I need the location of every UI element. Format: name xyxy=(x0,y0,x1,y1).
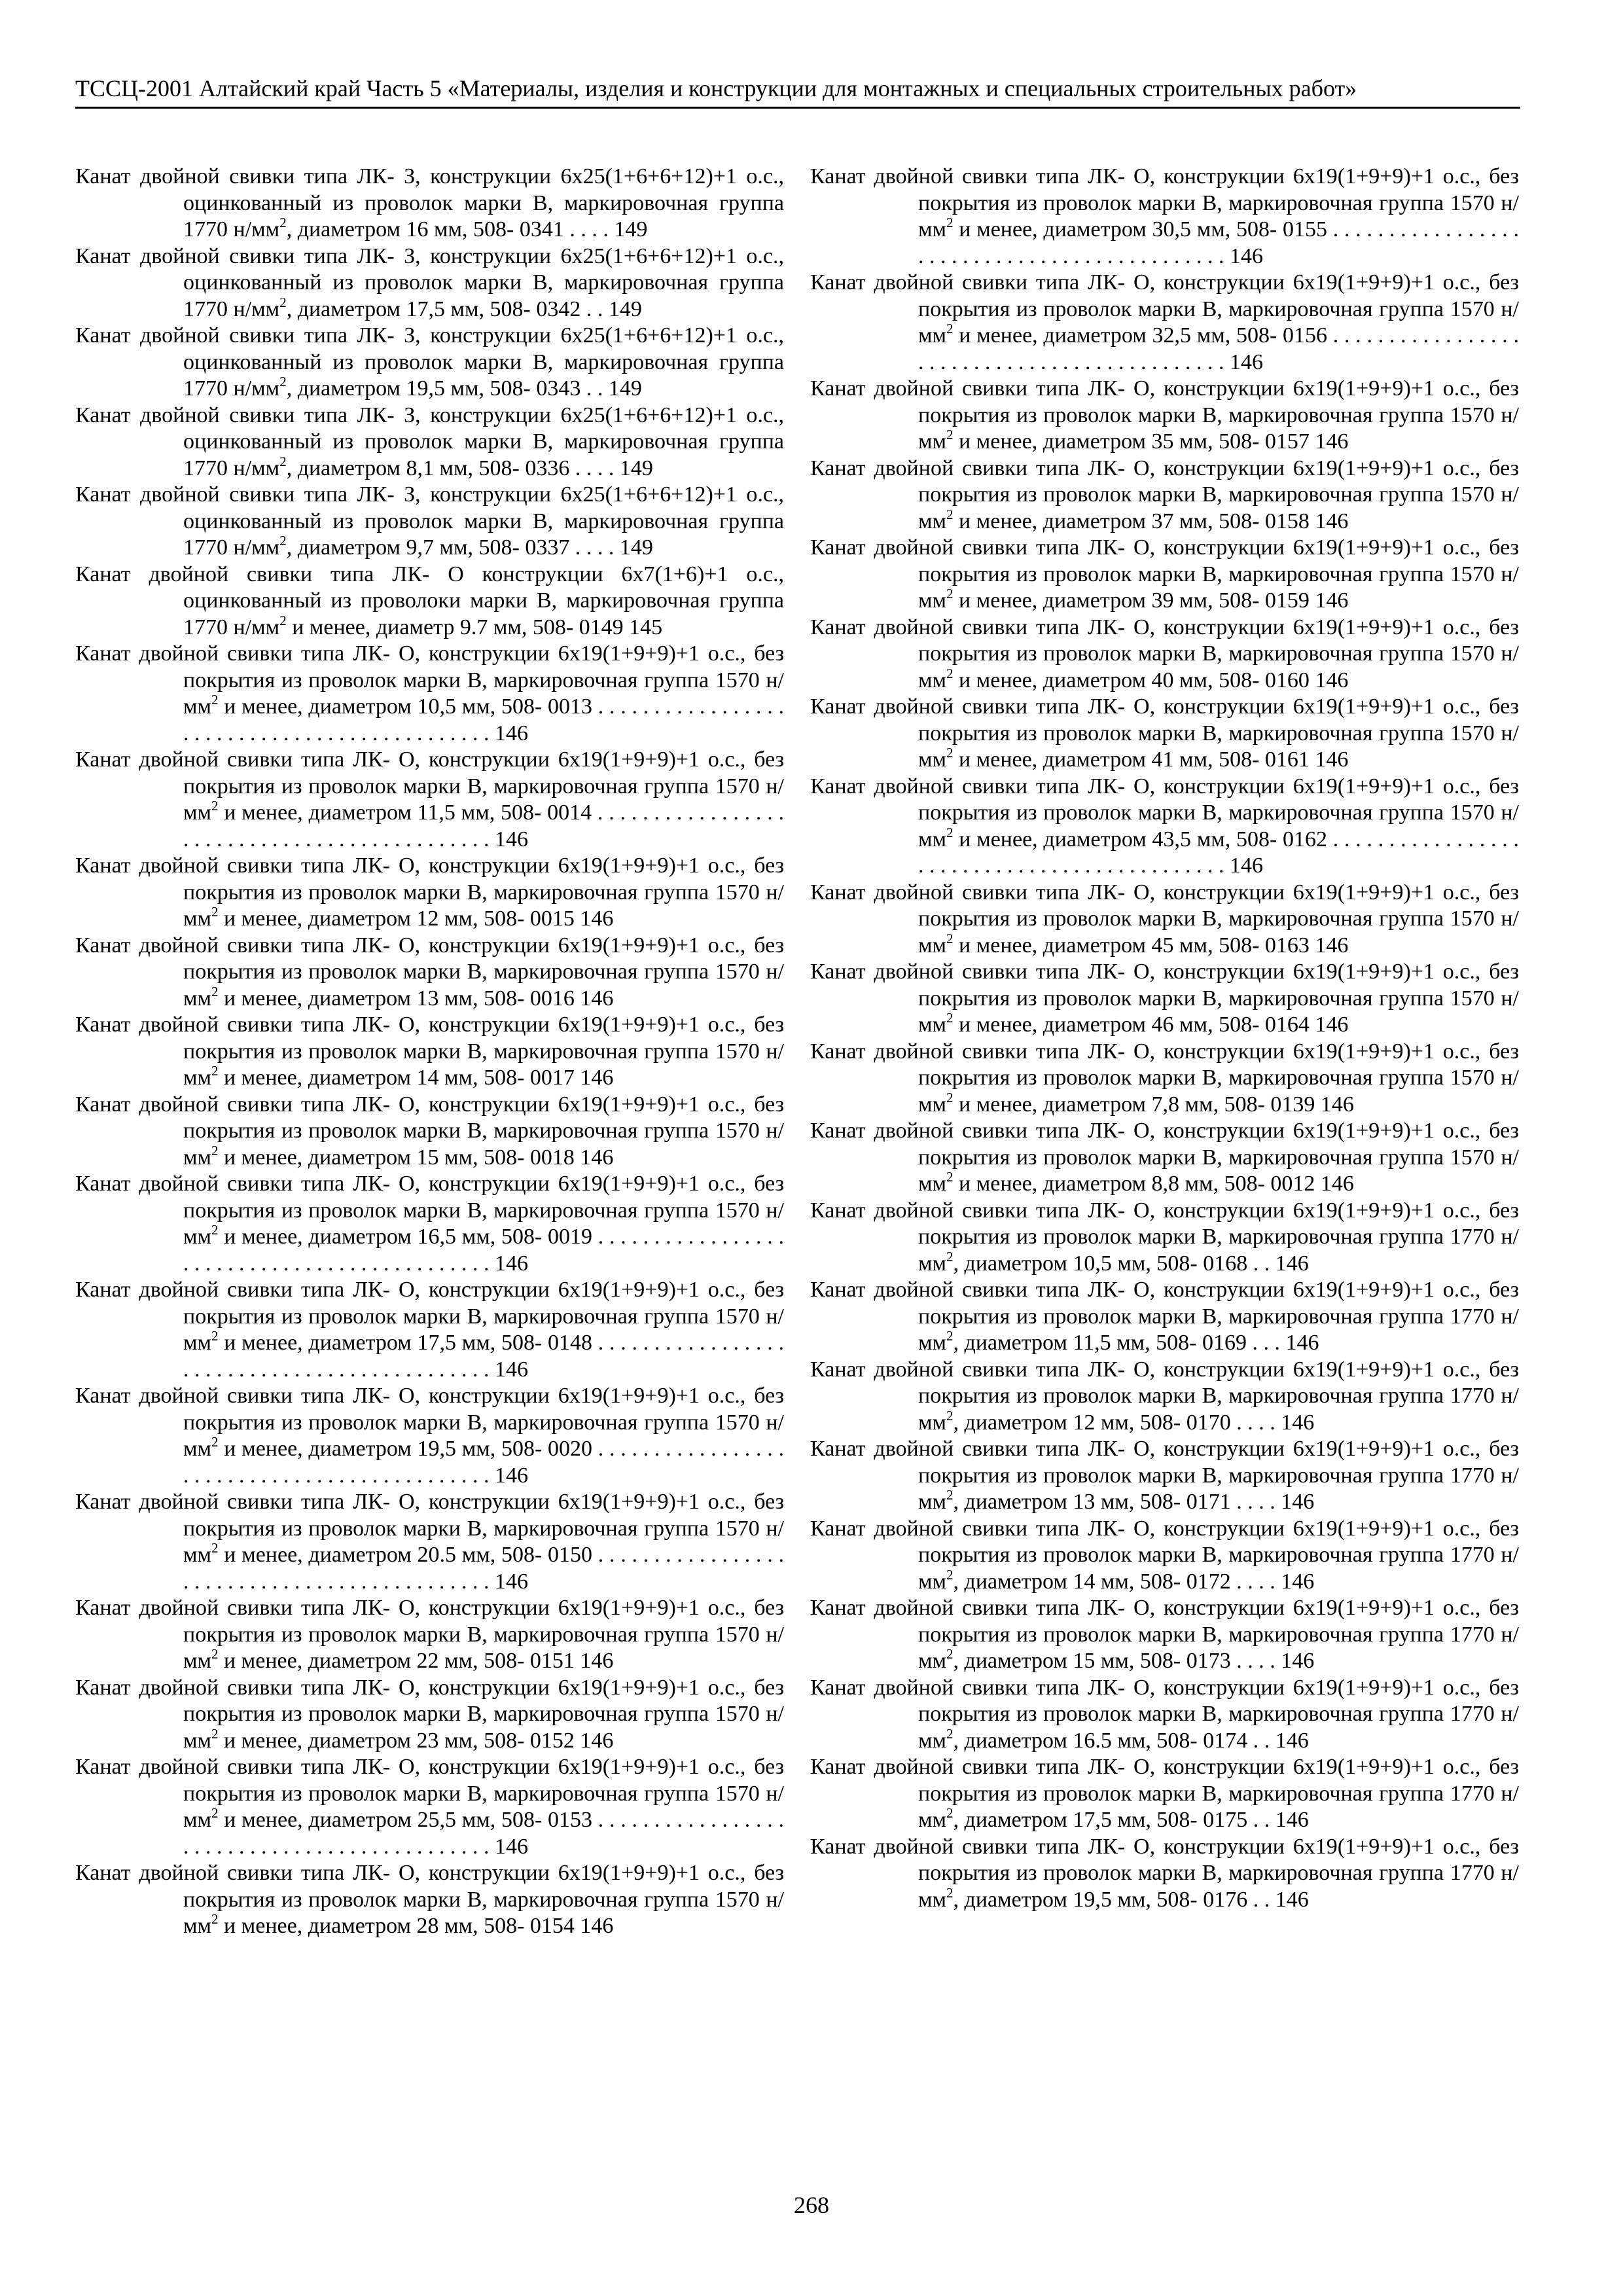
entry-text: Канат двойной свивки типа ЛК- О, конструкции 6x19(1+9+9)+1 о.с., без покрытия из проволок марки В, маркировочная группа 1570 н/мм xyxy=(810,615,1519,692)
index-entry xyxy=(810,1754,1519,1834)
entry-superscript: 2 xyxy=(211,904,219,920)
entry-text: Канат двойной свивки типа ЛК- З, конструкции 6x25(1+6+6+12)+1 о.с., оцинкованный из проволок марки В, маркировочная группа 1770 н/мм xyxy=(75,403,784,480)
entry-text: Канат двойной свивки типа ЛК- О, конструкции 6x19(1+9+9)+1 о.с., без покрытия из проволок марки В, маркировочная группа 1570 н/мм xyxy=(810,535,1519,613)
index-entry xyxy=(810,1039,1519,1119)
entry-superscript: 2 xyxy=(946,586,954,601)
entry-text: Канат двойной свивки типа ЛК- О, конструкции 6x19(1+9+9)+1 о.с., без покрытия из проволок марки В, маркировочная группа 1570 н/мм xyxy=(75,1013,784,1090)
entry-text: Канат двойной свивки типа ЛК- О, конструкции 6x19(1+9+9)+1 о.с., без покрытия из проволок марки В, маркировочная группа 1770 н/мм xyxy=(810,1278,1519,1355)
entry-superscript: 2 xyxy=(946,1566,954,1583)
entry-superscript: 2 xyxy=(946,1805,954,1821)
entry-text: Канат двойной свивки типа ЛК- О, конструкции 6x19(1+9+9)+1 о.с., без покрытия из проволок марки В, маркировочная группа 1570 н/мм xyxy=(810,960,1519,1037)
index-entry xyxy=(75,164,784,243)
entry-superscript: 2 xyxy=(946,1089,954,1105)
entry-text: Канат двойной свивки типа ЛК- З, конструкции 6x25(1+6+6+12)+1 о.с., оцинкованный из проволок марки В, маркировочная группа 1770 н/мм xyxy=(75,323,784,401)
entry-text-rest: и менее, диаметр 9.7 мм, 508- 0149 145 xyxy=(286,615,663,639)
entry-text: Канат двойной свивки типа ЛК- О, конструкции 6x19(1+9+9)+1 о.с., без покрытия из проволок марки В, маркировочная группа 1570 н/мм xyxy=(75,1490,784,1567)
entry-text: Канат двойной свивки типа ЛК- О, конструкции 6x19(1+9+9)+1 о.с., без покрытия из проволок марки В, маркировочная группа 1570 н/мм xyxy=(75,1278,784,1355)
index-entry xyxy=(810,880,1519,960)
entry-superscript: 2 xyxy=(946,1169,954,1185)
entry-text-rest: и менее, диаметром 35 мм, 508- 0157 146 xyxy=(953,429,1349,454)
entry-text-rest: и менее, диаметром 46 мм, 508- 0164 146 xyxy=(953,1013,1349,1037)
entry-text-rest: и менее, диаметром 41 мм, 508- 0161 146 xyxy=(953,747,1349,772)
index-entry xyxy=(810,456,1519,535)
entry-text-rest: и менее, диаметром 32,5 мм, 508- 0156 . . . . . . . . . . . . . . . . . . . . . . . . . . . . . . . . . . . . . . . . . . . . . 146 xyxy=(918,323,1519,374)
entry-text-rest: и менее, диаметром 15 мм, 508- 0018 146 xyxy=(218,1145,614,1170)
index-entry xyxy=(75,1595,784,1675)
entry-text-rest: , диаметром 12 мм, 508- 0170 . . . . 146 xyxy=(953,1410,1315,1435)
index-entry xyxy=(810,959,1519,1039)
index-entry xyxy=(810,535,1519,615)
entry-text-rest: и менее, диаметром 22 мм, 508- 0151 146 xyxy=(218,1649,614,1673)
entry-text: Канат двойной свивки типа ЛК- О, конструкции 6x19(1+9+9)+1 о.с., без покрытия из проволок марки В, маркировочная группа 1770 н/мм xyxy=(810,1437,1519,1514)
entry-superscript: 2 xyxy=(211,692,219,708)
index-entry xyxy=(75,641,784,747)
entry-text-rest: , диаметром 9,7 мм, 508- 0337 . . . . 149 xyxy=(286,535,653,560)
index-entry xyxy=(75,1012,784,1092)
entry-text: Канат двойной свивки типа ЛК- О, конструкции 6x19(1+9+9)+1 о.с., без покрытия из проволок марки В, маркировочная группа 1570 н/мм xyxy=(75,747,784,825)
entry-superscript: 2 xyxy=(211,798,219,814)
entry-text-rest: и менее, диаметром 13 мм, 508- 0016 146 xyxy=(218,986,614,1011)
entry-text-rest: и менее, диаметром 28 мм, 508- 0154 146 xyxy=(218,1914,614,1938)
entry-superscript: 2 xyxy=(279,215,287,230)
entry-superscript: 2 xyxy=(279,294,287,310)
index-entry xyxy=(810,774,1519,880)
index-entry xyxy=(75,243,784,323)
entry-superscript: 2 xyxy=(946,1328,954,1344)
entry-superscript: 2 xyxy=(946,1884,954,1901)
entry-text-rest: и менее, диаметром 37 мм, 508- 0158 146 xyxy=(953,509,1349,533)
entry-superscript: 2 xyxy=(946,321,954,336)
entry-text-rest: , диаметром 19,5 мм, 508- 0176 . . 146 xyxy=(953,1887,1309,1912)
entry-text-rest: и менее, диаметром 16,5 мм, 508- 0019 . . . . . . . . . . . . . . . . . . . . . . . . . . . . . . . . . . . . . . . . . . . . . 146 xyxy=(183,1225,784,1276)
index-entry xyxy=(75,747,784,853)
entry-text: Канат двойной свивки типа ЛК- О, конструкции 6x19(1+9+9)+1 о.с., без покрытия из проволок марки В, маркировочная группа 1570 н/мм xyxy=(810,1119,1519,1196)
entry-text-rest: и менее, диаметром 17,5 мм, 508- 0148 . . . . . . . . . . . . . . . . . . . . . . . . . . . . . . . . . . . . . . . . . . . . . 146 xyxy=(183,1331,784,1382)
index-entry xyxy=(810,1834,1519,1914)
entry-text-rest: и менее, диаметром 45 мм, 508- 0163 146 xyxy=(953,933,1349,958)
entry-text: Канат двойной свивки типа ЛК- О, конструкции 6x19(1+9+9)+1 о.с., без покрытия из проволок марки В, маркировочная группа 1570 н/мм xyxy=(810,774,1519,852)
entry-text-rest: , диаметром 17,5 мм, 508- 0342 . . 149 xyxy=(286,296,642,321)
entry-text: Канат двойной свивки типа ЛК- О, конструкции 6x19(1+9+9)+1 о.с., без покрытия из проволок марки В, маркировочная группа 1570 н/мм xyxy=(75,1861,784,1938)
entry-superscript: 2 xyxy=(946,215,954,230)
index-entry xyxy=(810,1675,1519,1755)
entry-superscript: 2 xyxy=(946,930,954,946)
header-rule xyxy=(75,107,1520,109)
index-entry xyxy=(810,270,1519,376)
entry-superscript: 2 xyxy=(946,1725,954,1742)
entry-text-rest: и менее, диаметром 8,8 мм, 508- 0012 146 xyxy=(953,1172,1354,1196)
entry-superscript: 2 xyxy=(279,453,287,469)
entry-superscript: 2 xyxy=(211,1063,219,1079)
index-entry xyxy=(810,164,1519,270)
entry-superscript: 2 xyxy=(279,533,287,548)
entry-text: Канат двойной свивки типа ЛК- З, конструкции 6x25(1+6+6+12)+1 о.с., оцинкованный из проволок марки В, маркировочная группа 1770 н/мм xyxy=(75,482,784,560)
entry-text: Канат двойной свивки типа ЛК- О, конструкции 6x19(1+9+9)+1 о.с., без покрытия из проволок марки В, маркировочная группа 1570 н/мм xyxy=(810,1039,1519,1117)
entry-superscript: 2 xyxy=(946,665,954,681)
entry-superscript: 2 xyxy=(946,745,954,761)
index-entry xyxy=(75,1860,784,1940)
entry-text-rest: и менее, диаметром 25,5 мм, 508- 0153 . . . . . . . . . . . . . . . . . . . . . . . . . . . . . . . . . . . . . . . . . . . . . 146 xyxy=(183,1808,784,1859)
index-entry xyxy=(75,323,784,403)
entry-text: Канат двойной свивки типа ЛК- О, конструкции 6x19(1+9+9)+1 о.с., без покрытия из проволок марки В, маркировочная группа 1770 н/мм xyxy=(810,1198,1519,1276)
entry-text-rest: , диаметром 19,5 мм, 508- 0343 . . 149 xyxy=(286,376,642,401)
entry-text: Канат двойной свивки типа ЛК- О, конструкции 6x19(1+9+9)+1 о.с., без покрытия из проволок марки В, маркировочная группа 1570 н/мм xyxy=(75,641,784,719)
entry-text: Канат двойной свивки типа ЛК- З, конструкции 6x25(1+6+6+12)+1 о.с., оцинкованный из проволок марки В, маркировочная группа 1770 н/мм xyxy=(75,164,784,242)
entry-superscript: 2 xyxy=(946,506,954,522)
page-number: 268 xyxy=(794,2192,829,2218)
entry-text-rest: и менее, диаметром 7,8 мм, 508- 0139 146 xyxy=(953,1092,1354,1117)
index-entry xyxy=(810,1436,1519,1516)
index-column-right xyxy=(810,164,1519,1913)
index-entry xyxy=(810,376,1519,456)
entry-text: Канат двойной свивки типа ЛК- О, конструкции 6x19(1+9+9)+1 о.с., без покрытия из проволок марки В, маркировочная группа 1770 н/мм xyxy=(810,1675,1519,1753)
entry-superscript: 2 xyxy=(946,427,954,442)
entry-superscript: 2 xyxy=(211,1646,219,1662)
index-entry xyxy=(75,933,784,1013)
entry-superscript: 2 xyxy=(211,1434,219,1450)
entry-text: Канат двойной свивки типа ЛК- О, конструкции 6x19(1+9+9)+1 о.с., без покрытия из проволок марки В, маркировочная группа 1570 н/мм xyxy=(810,270,1519,348)
entry-text-rest: , диаметром 11,5 мм, 508- 0169 . . . 146 xyxy=(953,1331,1319,1355)
entry-text-rest: , диаметром 10,5 мм, 508- 0168 . . 146 xyxy=(953,1251,1309,1276)
entry-superscript: 2 xyxy=(946,1487,954,1503)
entry-text-rest: и менее, диаметром 12 мм, 508- 0015 146 xyxy=(218,906,614,931)
index-entry xyxy=(75,562,784,641)
index-entry xyxy=(75,1675,784,1755)
index-entry xyxy=(810,1277,1519,1357)
entry-text-rest: и менее, диаметром 39 мм, 508- 0159 146 xyxy=(953,588,1349,613)
entry-superscript: 2 xyxy=(946,824,954,840)
entry-text: Канат двойной свивки типа ЛК- О, конструкции 6x19(1+9+9)+1 о.с., без покрытия из проволок марки В, маркировочная группа 1770 н/мм xyxy=(810,1596,1519,1673)
entry-text: Канат двойной свивки типа ЛК- О, конструкции 6x19(1+9+9)+1 о.с., без покрытия из проволок марки В, маркировочная группа 1770 н/мм xyxy=(810,1357,1519,1435)
index-entry xyxy=(75,403,784,482)
entry-text-rest: и менее, диаметром 10,5 мм, 508- 0013 . . . . . . . . . . . . . . . . . . . . . . . . . . . . . . . . . . . . . . . . . . . . . 146 xyxy=(183,694,784,745)
entry-text-rest: , диаметром 15 мм, 508- 0173 . . . . 146 xyxy=(953,1649,1315,1673)
entry-text-rest: , диаметром 16.5 мм, 508- 0174 . . 146 xyxy=(953,1728,1309,1753)
entry-text: Канат двойной свивки типа ЛК- О, конструкции 6x19(1+9+9)+1 о.с., без покрытия из проволок марки В, маркировочная группа 1570 н/мм xyxy=(75,1172,784,1249)
entry-text-rest: , диаметром 8,1 мм, 508- 0336 . . . . 149 xyxy=(286,456,653,480)
index-entry xyxy=(75,1383,784,1489)
entry-text: Канат двойной свивки типа ЛК- О, конструкции 6x19(1+9+9)+1 о.с., без покрытия из проволок марки В, маркировочная группа 1570 н/мм xyxy=(810,456,1519,533)
entry-text: Канат двойной свивки типа ЛК- О конструкции 6x7(1+6)+1 о.с., оцинкованный из проволоки марки В, маркировочная группа 1770 н/мм xyxy=(75,562,784,639)
index-entry xyxy=(810,1198,1519,1278)
entry-text: Канат двойной свивки типа ЛК- О, конструкции 6x19(1+9+9)+1 о.с., без покрытия из проволок марки В, маркировочная группа 1570 н/мм xyxy=(810,694,1519,772)
index-entry xyxy=(75,482,784,562)
entry-text-rest: и менее, диаметром 14 мм, 508- 0017 146 xyxy=(218,1066,614,1090)
entry-text: Канат двойной свивки типа ЛК- О, конструкции 6x19(1+9+9)+1 о.с., без покрытия из проволок марки В, маркировочная группа 1770 н/мм xyxy=(810,1755,1519,1832)
index-entry xyxy=(75,1489,784,1595)
entry-superscript: 2 xyxy=(211,1725,219,1742)
index-entry xyxy=(810,1118,1519,1198)
index-entry xyxy=(810,1595,1519,1675)
index-column-left xyxy=(75,164,784,1940)
index-entry xyxy=(75,1171,784,1277)
page-header: ТССЦ-2001 Алтайский край Часть 5 «Материалы, изделия и конструкции для монтажных и специальных строительных работ» xyxy=(75,75,1357,101)
entry-text-rest: и менее, диаметром 20.5 мм, 508- 0150 . . . . . . . . . . . . . . . . . . . . . . . . . . . . . . . . . . . . . . . . . . . . . 146 xyxy=(183,1543,784,1594)
entry-superscript: 2 xyxy=(211,1805,219,1821)
entry-superscript: 2 xyxy=(211,1328,219,1344)
entry-superscript: 2 xyxy=(211,1142,219,1158)
entry-text: Канат двойной свивки типа ЛК- О, конструкции 6x19(1+9+9)+1 о.с., без покрытия из проволок марки В, маркировочная группа 1570 н/мм xyxy=(75,1596,784,1673)
entry-superscript: 2 xyxy=(211,1222,219,1238)
entry-text: Канат двойной свивки типа ЛК- О, конструкции 6x19(1+9+9)+1 о.с., без покрытия из проволок марки В, маркировочная группа 1770 н/мм xyxy=(810,1834,1519,1912)
index-entry xyxy=(810,1357,1519,1437)
entry-text-rest: , диаметром 16 мм, 508- 0341 . . . . 149 xyxy=(286,217,648,242)
entry-text-rest: , диаметром 14 мм, 508- 0172 . . . . 146 xyxy=(953,1569,1315,1594)
entry-superscript: 2 xyxy=(946,1010,954,1026)
entry-text-rest: , диаметром 17,5 мм, 508- 0175 . . 146 xyxy=(953,1808,1309,1832)
entry-text: Канат двойной свивки типа ЛК- О, конструкции 6x19(1+9+9)+1 о.с., без покрытия из проволок марки В, маркировочная группа 1570 н/мм xyxy=(810,880,1519,958)
entry-text: Канат двойной свивки типа ЛК- О, конструкции 6x19(1+9+9)+1 о.с., без покрытия из проволок марки В, маркировочная группа 1570 н/мм xyxy=(75,1675,784,1753)
index-entry xyxy=(75,1754,784,1860)
entry-text-rest: и менее, диаметром 11,5 мм, 508- 0014 . . . . . . . . . . . . . . . . . . . . . . . . . . . . . . . . . . . . . . . . . . . . . 146 xyxy=(183,800,784,852)
entry-superscript: 2 xyxy=(211,1540,219,1556)
index-entry xyxy=(75,1092,784,1172)
entry-text: Канат двойной свивки типа ЛК- О, конструкции 6x19(1+9+9)+1 о.с., без покрытия из проволок марки В, маркировочная группа 1570 н/мм xyxy=(810,376,1519,454)
index-entry xyxy=(810,694,1519,774)
index-entry xyxy=(810,615,1519,694)
entry-text-rest: и менее, диаметром 19,5 мм, 508- 0020 . . . . . . . . . . . . . . . . . . . . . . . . . . . . . . . . . . . . . . . . . . . . . 146 xyxy=(183,1437,784,1488)
entry-text-rest: и менее, диаметром 43,5 мм, 508- 0162 . . . . . . . . . . . . . . . . . . . . . . . . . . . . . . . . . . . . . . . . . . . . . 146 xyxy=(918,827,1519,878)
entry-superscript: 2 xyxy=(946,1248,954,1265)
entry-superscript: 2 xyxy=(946,1646,954,1662)
entry-text-rest: и менее, диаметром 30,5 мм, 508- 0155 . . . . . . . . . . . . . . . . . . . . . . . . . . . . . . . . . . . . . . . . . . . . . 146 xyxy=(918,217,1519,268)
index-entry xyxy=(810,1516,1519,1596)
index-entry xyxy=(75,853,784,933)
entry-superscript: 2 xyxy=(211,1911,219,1927)
entry-text: Канат двойной свивки типа ЛК- О, конструкции 6x19(1+9+9)+1 о.с., без покрытия из проволок марки В, маркировочная группа 1570 н/мм xyxy=(75,933,784,1011)
entry-text: Канат двойной свивки типа ЛК- О, конструкции 6x19(1+9+9)+1 о.с., без покрытия из проволок марки В, маркировочная группа 1570 н/мм xyxy=(75,853,784,931)
entry-text-rest: и менее, диаметром 40 мм, 508- 0160 146 xyxy=(953,668,1349,692)
entry-text-rest: , диаметром 13 мм, 508- 0171 . . . . 146 xyxy=(953,1490,1315,1514)
entry-text: Канат двойной свивки типа ЛК- О, конструкции 6x19(1+9+9)+1 о.с., без покрытия из проволок марки В, маркировочная группа 1570 н/мм xyxy=(75,1384,784,1461)
entry-text: Канат двойной свивки типа ЛК- О, конструкции 6x19(1+9+9)+1 о.с., без покрытия из проволок марки В, маркировочная группа 1570 н/мм xyxy=(810,164,1519,242)
entry-superscript: 2 xyxy=(279,612,287,628)
entry-text: Канат двойной свивки типа ЛК- О, конструкции 6x19(1+9+9)+1 о.с., без покрытия из проволок марки В, маркировочная группа 1570 н/мм xyxy=(75,1092,784,1170)
entry-text-rest: и менее, диаметром 23 мм, 508- 0152 146 xyxy=(218,1728,614,1753)
entry-text: Канат двойной свивки типа ЛК- О, конструкции 6x19(1+9+9)+1 о.с., без покрытия из проволок марки В, маркировочная группа 1770 н/мм xyxy=(810,1516,1519,1594)
index-entry xyxy=(75,1277,784,1383)
entry-superscript: 2 xyxy=(279,374,287,389)
entry-superscript: 2 xyxy=(946,1407,954,1424)
entry-superscript: 2 xyxy=(211,983,219,999)
entry-text: Канат двойной свивки типа ЛК- З, конструкции 6x25(1+6+6+12)+1 о.с., оцинкованный из проволок марки В, маркировочная группа 1770 н/мм xyxy=(75,243,784,321)
entry-text: Канат двойной свивки типа ЛК- О, конструкции 6x19(1+9+9)+1 о.с., без покрытия из проволок марки В, маркировочная группа 1570 н/мм xyxy=(75,1755,784,1832)
